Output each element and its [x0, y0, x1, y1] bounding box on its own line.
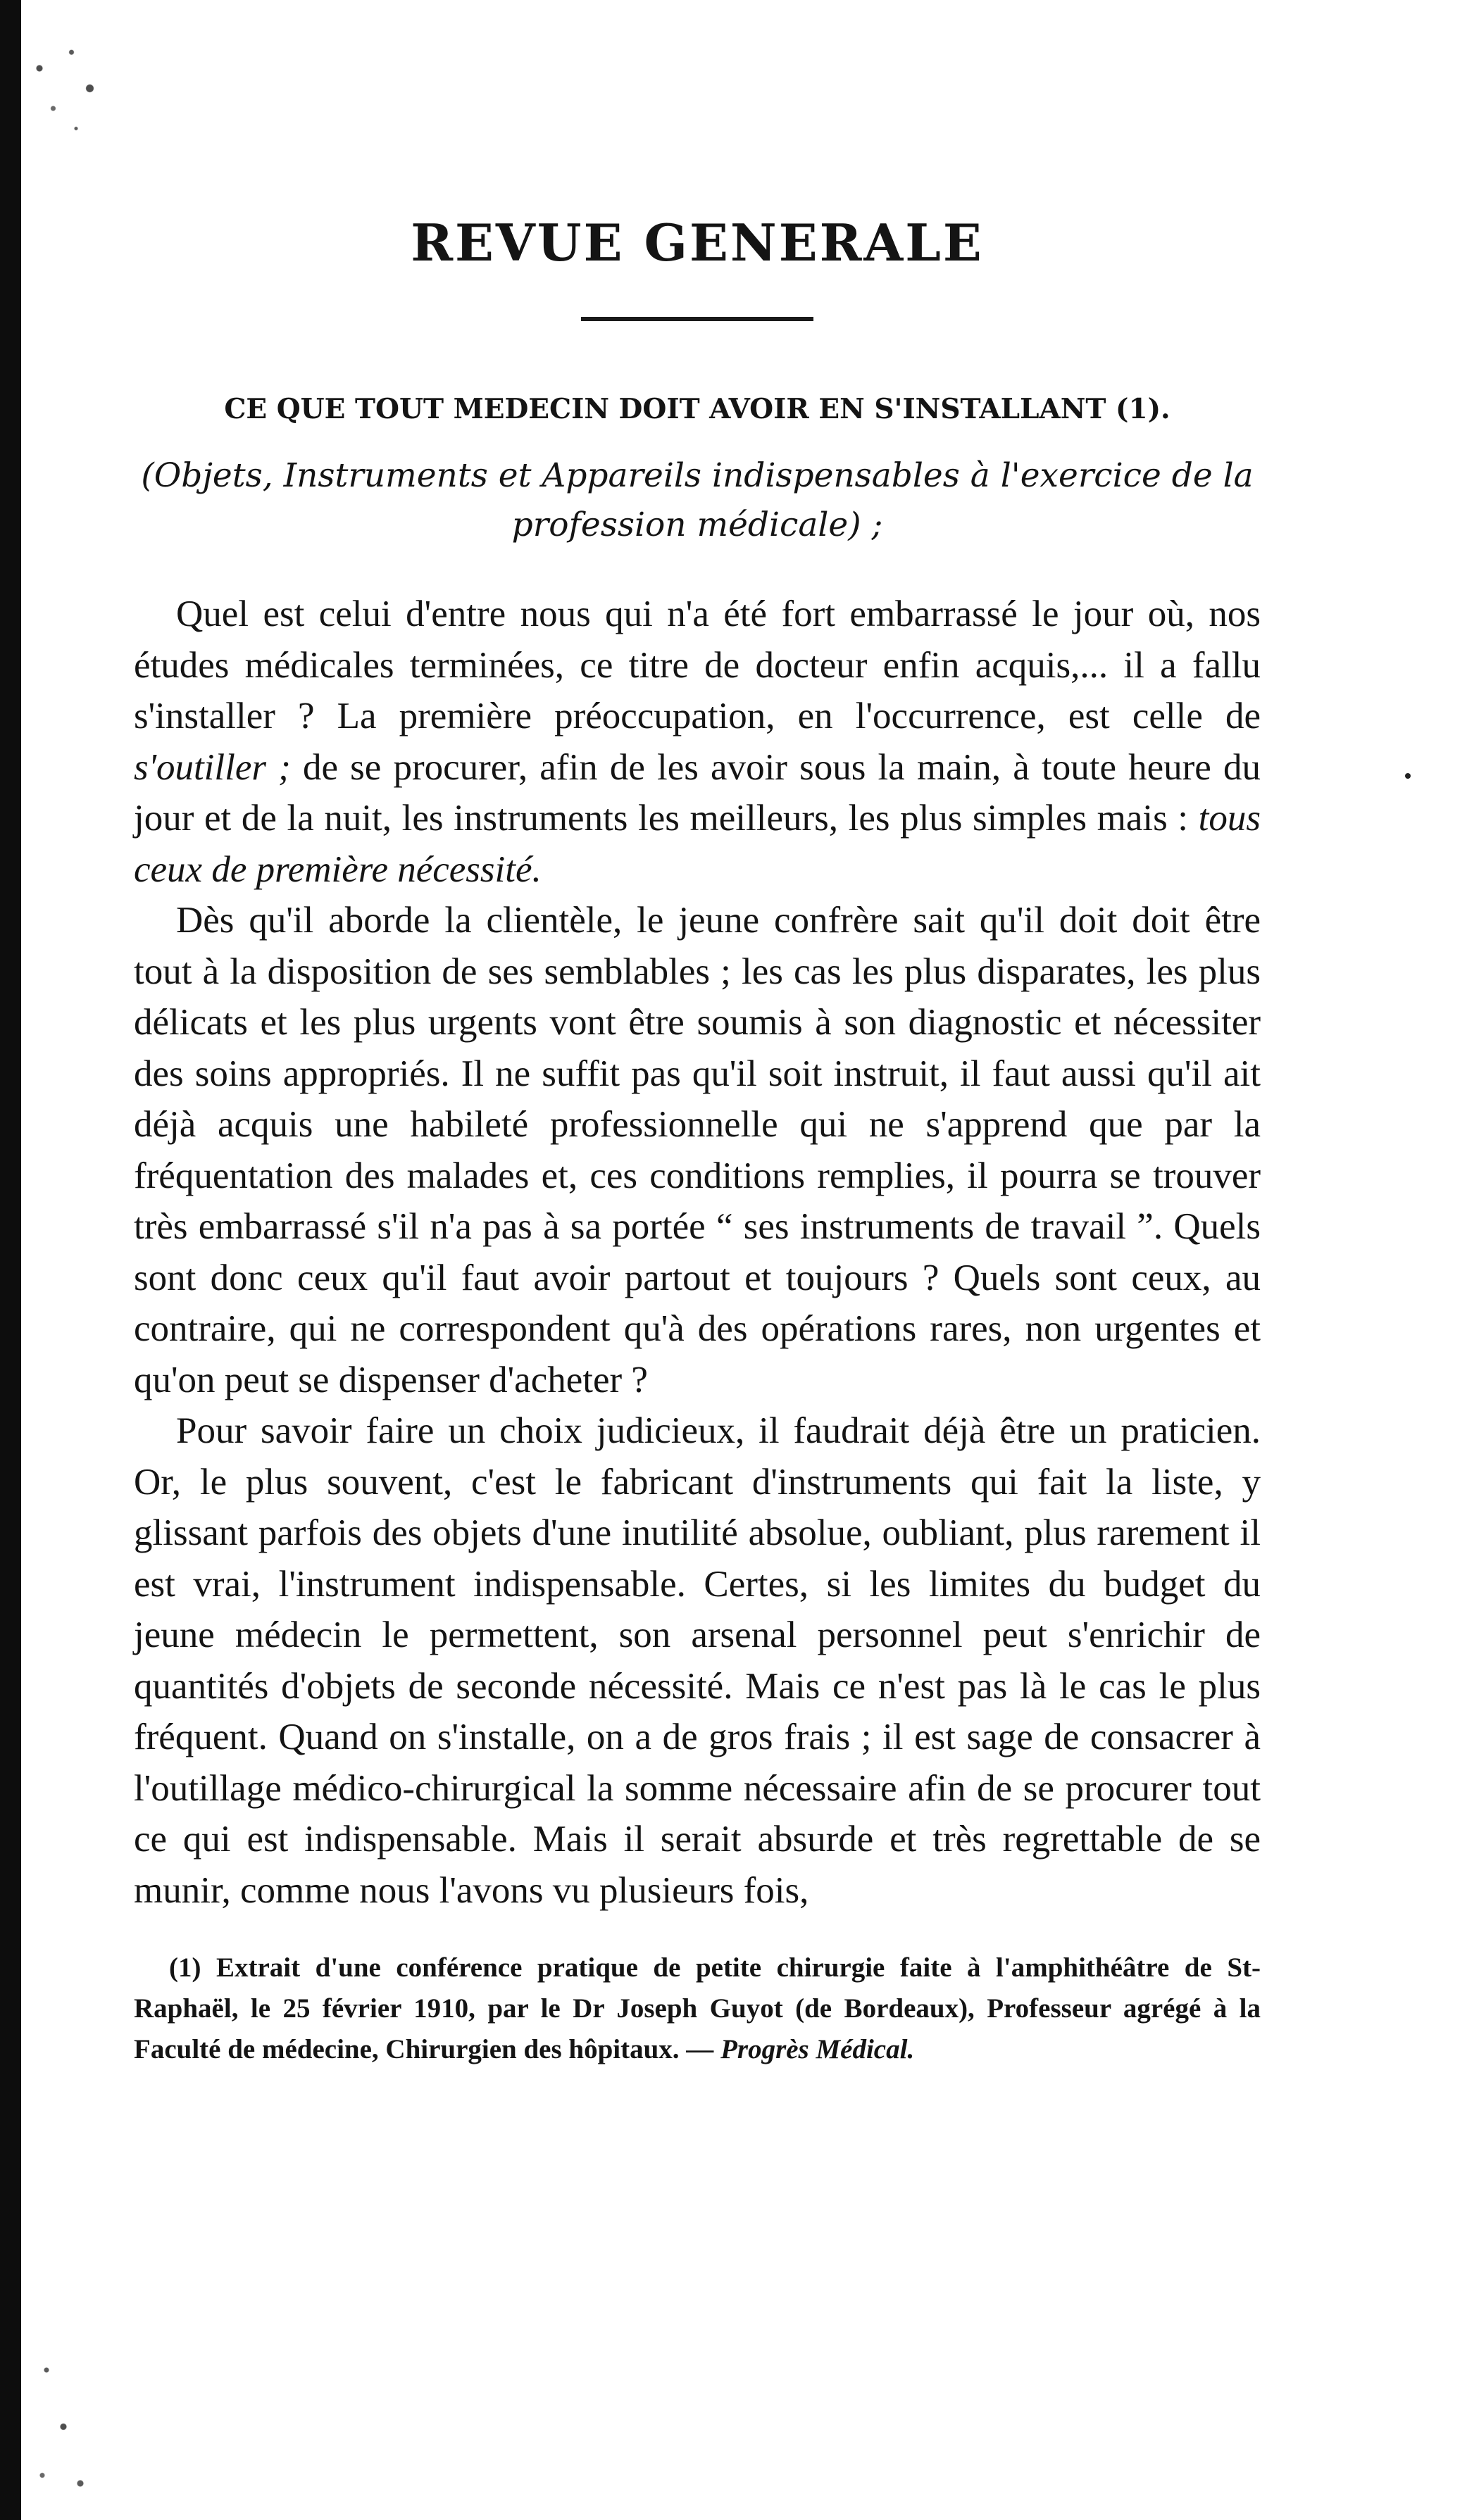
scan-specks-bottom — [21, 2338, 106, 2500]
paragraph-1-emphasis-a: s'outiller ; — [134, 746, 291, 788]
footnote-text: (1) Extrait d'une conférence pratique de petite chirurgie faite à l'amphithéâtre de St-Raphaël, le 25 février 1910, par le Dr Joseph Guyot (de Bordeaux), Professeur agrégé à la Faculté de médecine, Chirurgien des hôpitaux. — — [134, 1952, 1261, 2064]
binding-edge — [0, 0, 21, 2520]
article-subheading: (Objets, Instruments et Appareils indispensables à l'exercice de la profession médicale) ; — [141, 456, 1254, 544]
paragraph-1-text-a: Quel est celui d'entre nous qui n'a été fort embarrassé le jour où, nos études médicales terminées, ce titre de docteur enfin acquis,... il a fallu s'installer ? La première préoccupation, en l'occurrence, est celle de — [134, 594, 1261, 736]
paragraph-2: Dès qu'il aborde la clientèle, le jeune confrère sait qu'il doit doit être tout à la disposition de ses semblables ; les cas les plus disparates, les plus délicats et les plus urgents vont être soumis à son diagnostic et nécessiter des soins appropriés. Il ne suffit pas qu'il soit instruit, il faut aussi qu'il ait déjà acquis une habileté professionnelle qui ne s'apprend que par la fréquentation des malades et, ces conditions remplies, il pourra se trouver très embarrassé s'il n'a pas à sa portée “ ses instruments de travail ”. Quels sont donc ceux qu'il faut avoir partout et toujours ? Quels sont ceux, au contraire, qui ne correspondent qu'à des opérations rares, non urgentes et qu'on peut se dispenser d'acheter ? — [134, 900, 1261, 1400]
scan-specks-top — [21, 28, 113, 162]
paragraph-1 — [134, 589, 1261, 895]
paragraph-3: Pour savoir faire un choix judicieux, il faudrait déjà être un praticien. Or, le plus souvent, c'est le fabricant d'instruments qui fait la liste, y glissant parfois des objets d'une inutilité absolue, oubliant, plus rarement il est vrai, l'instrument indispensable. Certes, si les limites du budget du jeune médecin le permettent, son arsenal personnel peut s'enrichir de quantités d'objets de seconde nécessité. Mais ce n'est pas là le cas le plus fréquent. Quand on s'installe, on a de gros frais ; il est sage de consacrer à l'outillage médico-chirurgical la somme nécessaire afin de se procurer tout ce qui est indispensable. Mais il serait absurde et très regrettable de se munir, comme nous l'avons vu plusieurs fois, — [134, 1410, 1261, 1911]
footnote — [134, 1948, 1261, 2070]
paragraph-1-emphasis-d: tous ceux de première nécessité. — [134, 798, 1261, 890]
title-rule — [581, 317, 813, 321]
paragraph-1-text-c: de se procurer, afin de les avoir sous la main, à toute heure du jour et de la nuit, les instruments les meilleurs, les plus simples mais : — [134, 746, 1261, 839]
stray-mark — [1405, 773, 1411, 779]
article-title: CE QUE TOUT MEDECIN DOIT AVOIR EN S'INSTALLANT (1). — [224, 393, 1171, 425]
footnote-source: Progrès Médical. — [720, 2034, 915, 2064]
page-content — [134, 211, 1261, 2070]
page-title: REVUE GENERALE — [411, 213, 984, 272]
